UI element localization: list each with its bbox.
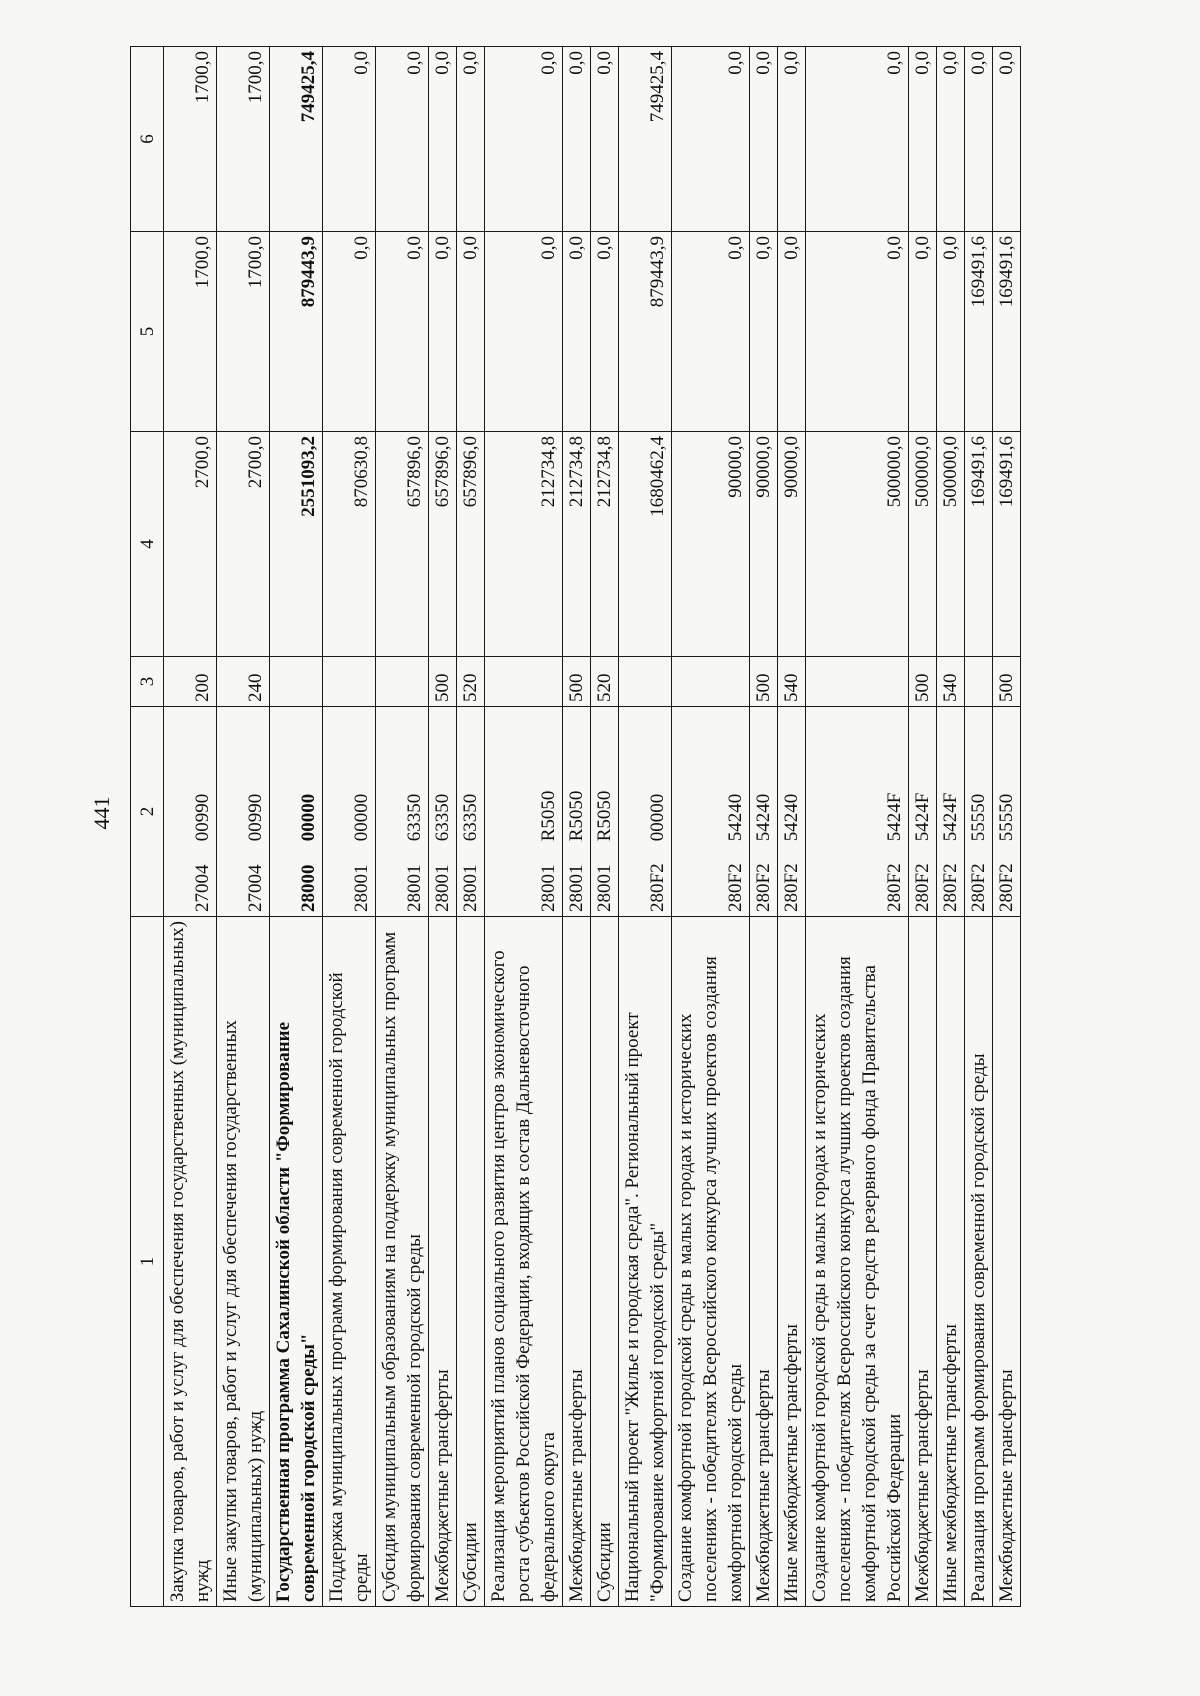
row-value-col-5: 169491,6: [993, 232, 1021, 432]
row-value-col-6: 749425,4: [619, 47, 672, 232]
row-code-program: 280F2: [647, 863, 668, 912]
table-row: [323, 47, 376, 1607]
row-code-program: 27004: [192, 864, 213, 912]
row-expense-type: 520: [591, 657, 619, 707]
table-row: [937, 47, 965, 1607]
row-name: Поддержка муниципальных программ формирования современной городской среды: [323, 917, 376, 1607]
row-value-col-6: 0,0: [806, 47, 909, 232]
row-code: [164, 707, 217, 917]
row-value-col-6: 0,0: [909, 47, 937, 232]
row-value-col-4: 657896,0: [376, 432, 429, 657]
row-code: [806, 707, 909, 917]
row-code-program: 280F2: [912, 863, 933, 912]
row-value-col-4: 90000,0: [672, 432, 750, 657]
row-value-col-6: 0,0: [965, 47, 993, 232]
row-value-col-4: 212734,8: [485, 432, 563, 657]
row-code-program: 28001: [594, 864, 615, 912]
row-code-program: 280F2: [725, 863, 746, 912]
header-col-6: 6: [131, 47, 164, 232]
row-value-col-6: 0,0: [563, 47, 591, 232]
table-row: [909, 47, 937, 1607]
header-col-5: 5: [131, 232, 164, 432]
row-expense-type: [619, 657, 672, 707]
row-value-col-4: 212734,8: [591, 432, 619, 657]
row-name: Создание комфортной городской среды в малых городах и исторических поселениях - победителях Всероссийского конкурса лучших проектов создания комфортной городской среды: [672, 917, 750, 1607]
row-code: [429, 707, 457, 917]
row-code-direction: 5424F: [884, 792, 905, 842]
row-value-col-5: 0,0: [672, 232, 750, 432]
header-col-4: 4: [131, 432, 164, 657]
row-code-direction: 54240: [781, 793, 802, 842]
header-row: [131, 47, 164, 1607]
table-row: [270, 47, 323, 1607]
row-expense-type: 500: [563, 657, 591, 707]
row-value-col-5: 879443,9: [270, 232, 323, 432]
row-expense-type: 500: [993, 657, 1021, 707]
row-code: [993, 707, 1021, 917]
table-row: [778, 47, 806, 1607]
row-expense-type: 540: [778, 657, 806, 707]
row-code-program: 280F2: [884, 863, 905, 912]
row-code: [591, 707, 619, 917]
row-value-col-4: 657896,0: [429, 432, 457, 657]
row-code-program: 27004: [245, 864, 266, 912]
row-value-col-6: 1700,0: [217, 47, 270, 232]
row-expense-type: 520: [457, 657, 485, 707]
table-row: [806, 47, 909, 1607]
row-value-col-5: 1700,0: [217, 232, 270, 432]
row-code-direction: 55550: [996, 793, 1017, 842]
table-row: [217, 47, 270, 1607]
row-code: [778, 707, 806, 917]
row-value-col-6: 0,0: [672, 47, 750, 232]
row-value-col-4: 169491,6: [993, 432, 1021, 657]
table-body: [164, 47, 1021, 1607]
row-value-col-5: 0,0: [563, 232, 591, 432]
row-code-program: 280F2: [996, 863, 1017, 912]
row-name: Иные закупки товаров, работ и услуг для обеспечения государственных (муниципальных) нужд: [217, 917, 270, 1607]
row-name: Реализация программ формирования современной городской среды: [965, 917, 993, 1607]
row-name: Закупка товаров, работ и услуг для обеспечения государственных (муниципальных) нужд: [164, 917, 217, 1607]
row-code-direction: R5050: [594, 790, 615, 842]
row-value-col-4: 212734,8: [563, 432, 591, 657]
row-value-col-4: 500000,0: [937, 432, 965, 657]
row-value-col-4: 1680462,4: [619, 432, 672, 657]
row-code-direction: 00000: [298, 793, 319, 842]
row-value-col-4: 90000,0: [750, 432, 778, 657]
row-value-col-5: 0,0: [806, 232, 909, 432]
row-value-col-6: 0,0: [993, 47, 1021, 232]
row-code: [965, 707, 993, 917]
header-col-3: 3: [131, 657, 164, 707]
row-value-col-6: 0,0: [750, 47, 778, 232]
row-code: [909, 707, 937, 917]
row-value-col-6: 1700,0: [164, 47, 217, 232]
row-value-col-4: 870630,8: [323, 432, 376, 657]
row-code-direction: 00000: [647, 793, 668, 842]
row-value-col-5: 879443,9: [619, 232, 672, 432]
row-code-direction: 00000: [351, 793, 372, 842]
table-row: [591, 47, 619, 1607]
table-row: [993, 47, 1021, 1607]
row-name: Межбюджетные трансферты: [909, 917, 937, 1607]
row-value-col-6: 0,0: [429, 47, 457, 232]
row-value-col-4: 2551093,2: [270, 432, 323, 657]
row-name: Межбюджетные трансферты: [563, 917, 591, 1607]
table-row: [619, 47, 672, 1607]
table-row: [750, 47, 778, 1607]
row-code-direction: 5424F: [940, 792, 961, 842]
row-code-direction: 00990: [192, 793, 213, 842]
row-name: Государственная программа Сахалинской области "Формирование современной городской среды": [270, 917, 323, 1607]
row-expense-type: [270, 657, 323, 707]
row-code-direction: 00990: [245, 793, 266, 842]
row-value-col-4: 169491,6: [965, 432, 993, 657]
row-code-direction: 55550: [968, 793, 989, 842]
row-code: [937, 707, 965, 917]
header-col-2: 2: [131, 707, 164, 917]
table-row: [563, 47, 591, 1607]
row-value-col-6: 749425,4: [270, 47, 323, 232]
row-code-program: 28001: [404, 864, 425, 912]
row-code: [270, 707, 323, 917]
row-code-direction: 63350: [404, 793, 425, 842]
row-name: Иные межбюджетные трансферты: [937, 917, 965, 1607]
row-code-program: 28000: [298, 864, 319, 912]
row-value-col-5: 0,0: [429, 232, 457, 432]
row-code-program: 28001: [566, 864, 587, 912]
row-code-direction: 54240: [753, 793, 774, 842]
row-code: [457, 707, 485, 917]
row-value-col-5: 0,0: [909, 232, 937, 432]
row-expense-type: 240: [217, 657, 270, 707]
row-code: [563, 707, 591, 917]
row-expense-type: [965, 657, 993, 707]
rotated-table-container: [130, 47, 1200, 1607]
row-code: [376, 707, 429, 917]
row-expense-type: [323, 657, 376, 707]
row-expense-type: [806, 657, 909, 707]
page-number: 441: [89, 796, 114, 830]
row-value-col-4: 90000,0: [778, 432, 806, 657]
row-value-col-5: 0,0: [485, 232, 563, 432]
row-value-col-5: 0,0: [937, 232, 965, 432]
table-row: [965, 47, 993, 1607]
row-code-program: 280F2: [753, 863, 774, 912]
row-value-col-6: 0,0: [323, 47, 376, 232]
row-value-col-6: 0,0: [778, 47, 806, 232]
row-value-col-5: 0,0: [778, 232, 806, 432]
row-code: [485, 707, 563, 917]
row-value-col-6: 0,0: [591, 47, 619, 232]
row-code: [217, 707, 270, 917]
row-code-program: 28001: [432, 864, 453, 912]
row-expense-type: [485, 657, 563, 707]
row-name: Межбюджетные трансферты: [993, 917, 1021, 1607]
row-value-col-6: 0,0: [937, 47, 965, 232]
row-value-col-4: 657896,0: [457, 432, 485, 657]
row-value-col-6: 0,0: [376, 47, 429, 232]
row-name: Межбюджетные трансферты: [750, 917, 778, 1607]
row-value-col-5: 0,0: [376, 232, 429, 432]
budget-table: [130, 46, 1021, 1607]
row-expense-type: [376, 657, 429, 707]
row-code-direction: R5050: [566, 790, 587, 842]
table-row: [672, 47, 750, 1607]
row-code-direction: 5424F: [912, 792, 933, 842]
row-expense-type: 200: [164, 657, 217, 707]
row-code-program: 280F2: [940, 863, 961, 912]
row-value-col-5: 0,0: [323, 232, 376, 432]
row-name: Создание комфортной городской среды в малых городах и исторических поселениях - победителях Всероссийского конкурса лучших проектов создания комфортной городской среды за счет средств резервного фонда Правительства Российской Федерации: [806, 917, 909, 1607]
row-name: Межбюджетные трансферты: [429, 917, 457, 1607]
table-row: [457, 47, 485, 1607]
table-row: [485, 47, 563, 1607]
row-value-col-5: 1700,0: [164, 232, 217, 432]
row-name: Субсидии: [457, 917, 485, 1607]
row-code-program: 280F2: [781, 863, 802, 912]
row-code-direction: R5050: [538, 790, 559, 842]
row-expense-type: 500: [750, 657, 778, 707]
row-name: Иные межбюджетные трансферты: [778, 917, 806, 1607]
row-value-col-6: 0,0: [485, 47, 563, 232]
row-code: [323, 707, 376, 917]
header-col-1: 1: [131, 917, 164, 1607]
row-value-col-5: 169491,6: [965, 232, 993, 432]
table-row: [164, 47, 217, 1607]
row-value-col-4: 500000,0: [806, 432, 909, 657]
table-row: [429, 47, 457, 1607]
row-code-direction: 63350: [460, 793, 481, 842]
row-expense-type: 540: [937, 657, 965, 707]
table-row: [376, 47, 429, 1607]
row-code-program: 28001: [538, 864, 559, 912]
row-value-col-4: 2700,0: [217, 432, 270, 657]
row-expense-type: [672, 657, 750, 707]
row-name: Субсидии: [591, 917, 619, 1607]
row-code-program: 28001: [351, 864, 372, 912]
row-code: [750, 707, 778, 917]
row-value-col-4: 2700,0: [164, 432, 217, 657]
row-expense-type: 500: [429, 657, 457, 707]
row-value-col-5: 0,0: [750, 232, 778, 432]
row-value-col-5: 0,0: [457, 232, 485, 432]
row-code-direction: 63350: [432, 793, 453, 842]
row-expense-type: 500: [909, 657, 937, 707]
row-code-direction: 54240: [725, 793, 746, 842]
row-code-program: 280F2: [968, 863, 989, 912]
row-code-program: 28001: [460, 864, 481, 912]
row-code: [672, 707, 750, 917]
row-name: Национальный проект "Жилье и городская среда". Региональный проект "Формирование комфортной городской среды": [619, 917, 672, 1607]
row-value-col-5: 0,0: [591, 232, 619, 432]
row-code: [619, 707, 672, 917]
row-value-col-6: 0,0: [457, 47, 485, 232]
row-value-col-4: 500000,0: [909, 432, 937, 657]
row-name: Реализация мероприятий планов социального развития центров экономического роста субъектов Российской Федерации, входящих в состав Дальневосточного федерального округа: [485, 917, 563, 1607]
row-name: Субсидия муниципальным образованиям на поддержку муниципальных программ формирования современной городской среды: [376, 917, 429, 1607]
